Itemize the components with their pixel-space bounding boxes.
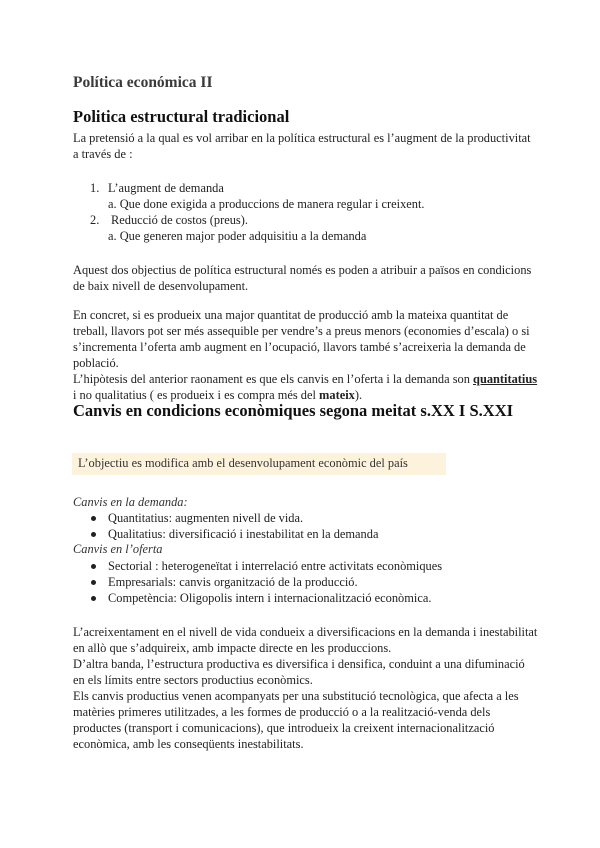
paragraph-concrete-line-2: treball, llavors pot ser més assequible per vendre’s a preus menors (economies d’escala) o si: [73, 324, 530, 338]
closing-line-3: D’altra banda, l’estructura productiva es diversifica i densifica, conduint a una difuminació: [73, 657, 525, 671]
bullet-icon: [91, 532, 96, 537]
closing-line-2: en allò que s’adquireix, amb impacte directe en les produccions.: [73, 641, 392, 655]
callout-text: L’objectiu es modifica amb el desenvolupament econòmic del país: [78, 456, 408, 470]
closing-line-7: productes (transport i comunicacions), que introdueix la creixent internacionalització: [73, 721, 495, 735]
bullet-icon: [91, 516, 96, 521]
bullet-icon: [91, 596, 96, 601]
offer-item-1: Sectorial : heterogeneïtat i interrelació entre activitats econòmiques: [108, 559, 443, 573]
offer-label: Canvis en l’oferta: [73, 542, 163, 556]
emphasis-mateix: mateix: [319, 388, 355, 402]
document-title: Política económica II: [73, 74, 213, 91]
section-heading-economic-changes: Canvis en condicions econòmiques segona meitat s.XX I S.XXI: [73, 401, 514, 420]
offer-item-3: Competència: Oligopolis intern i internacionalització econòmica.: [108, 591, 432, 605]
emphasis-quantitatius: quantitatius: [473, 372, 538, 386]
list-number-2: 2.: [90, 213, 100, 227]
list-subitem-1a: a. Que done exigida a produccions de manera regular i creixent.: [108, 197, 425, 211]
list-number-1: 1.: [90, 181, 100, 195]
callout-box: [72, 453, 446, 475]
list-item-1: L’augment de demanda: [108, 181, 224, 195]
paragraph-concrete-line-4: població.: [73, 356, 119, 370]
paragraph-objectives-line-2: de baix nivell de desenvolupament.: [73, 279, 249, 293]
hypothesis-line-1: [73, 371, 537, 388]
closing-line-6: matèries primeres utilitzades, a les formes de producció o a la realització-venda dels: [73, 705, 491, 719]
demand-item-2: Qualitatius: diversificació i inestabilitat en la demanda: [108, 527, 379, 541]
demand-item-1: Quantitatius: augmenten nivell de vida.: [108, 511, 304, 525]
paragraph-objectives-line-1: Aquest dos objectius de política estructural només es poden a atribuir a països en condicions: [73, 263, 532, 277]
intro-line-2: a través de :: [73, 147, 133, 161]
list-subitem-2a: a. Que generen major poder adquisitiu a la demanda: [108, 229, 367, 243]
closing-line-4: en els límits entre sectors productius econòmics.: [73, 673, 313, 687]
hypothesis-text-2: i no qualitatius ( es produeix i es compra més del: [73, 388, 320, 402]
bullet-icon: [91, 564, 96, 569]
closing-line-5: Els canvis productius venen acompanyats per una substitució tecnològica, que afecta a les: [73, 689, 519, 703]
list-item-2: Reducció de costos (preus).: [111, 213, 248, 227]
section-heading-structural-policy: Politica estructural tradicional: [73, 107, 290, 126]
paragraph-concrete-line-1: En concret, si es produeix una major quantitat de producció amb la mateixa quantitat de: [73, 308, 509, 322]
offer-item-2: Empresarials: canvis organització de la producció.: [108, 575, 358, 589]
bullet-icon: [91, 580, 96, 585]
paragraph-concrete-line-3: s’incrementa l’oferta amb augment en l’ocupació, llavors també s’acreixeria la demanda de: [73, 340, 526, 354]
intro-line-1: La pretensió a la qual es vol arribar en la política estructural es l’augment de la productivitat: [73, 131, 531, 145]
closing-line-8: econòmica, amb les conseqüents inestabilitats.: [73, 737, 304, 751]
closing-line-1: L’acreixentament en el nivell de vida condueix a diversificacions en la demanda i inestabilitat: [73, 625, 538, 639]
hypothesis-text-1: L’hipòtesis del anterior raonament es que els canvis en l’oferta i la demanda son: [73, 372, 474, 386]
hypothesis-text-3: ).: [354, 388, 363, 402]
demand-label: Canvis en la demanda:: [73, 495, 188, 509]
